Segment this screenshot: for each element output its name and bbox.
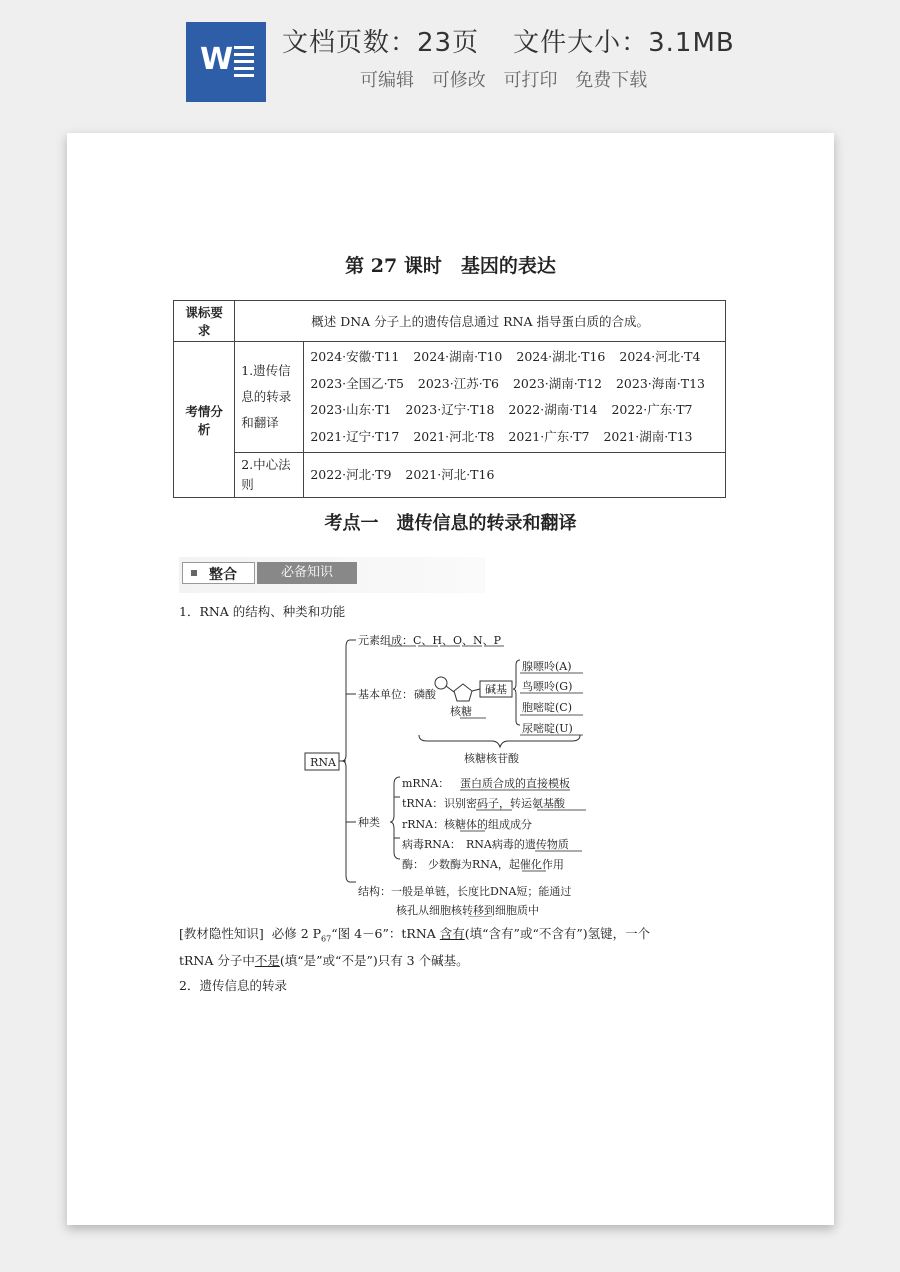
- exam-ref: 2021·河北·T8: [413, 428, 495, 444]
- tag-essential-knowledge: 必备知识: [257, 562, 357, 584]
- feature-modifiable: 可修改: [431, 70, 486, 91]
- exam-ref: 2022·河北·T9: [310, 467, 392, 482]
- basic-unit-label: 基本单位：: [358, 688, 413, 701]
- text-fragment: “图 4－6”：tRNA: [331, 926, 440, 941]
- exam-ref: 2024·安徽·T11: [310, 349, 400, 364]
- type-rrna-name: rRNA：: [402, 818, 445, 831]
- structure-line-2: 核孔从细胞核转移到细胞质中: [396, 904, 539, 917]
- exam-ref: 2023·海南·T13: [615, 375, 705, 391]
- topic-central-dogma: 2.中心法则: [235, 453, 304, 498]
- ribose-label: 核糖: [450, 705, 472, 718]
- text-fragment: (填“是”或“不是”)只有 3 个碱基。: [279, 953, 469, 968]
- document-info: [282, 22, 769, 59]
- structure-line-1: 结构：一般是单链，长度比DNA短；能通过: [358, 885, 572, 898]
- type-viral-rna-desc: RNA病毒的遗传物质: [466, 838, 569, 851]
- exam-ref: 2022·湖南·T14: [508, 402, 598, 417]
- exam-ref: 2023·辽宁·T18: [405, 402, 495, 417]
- feature-printable: 可打印: [503, 70, 558, 91]
- exam-ref: 2024·河北·T4: [619, 349, 701, 364]
- base-uracil: 尿嘧啶(U): [522, 722, 573, 735]
- exam-ref: 2023·湖南·T12: [512, 375, 602, 391]
- tag-integrate: [182, 562, 255, 584]
- hidden-knowledge-line-1: [179, 924, 650, 944]
- base-label: 碱基: [485, 683, 507, 696]
- rna-root-label: RNA: [310, 756, 336, 769]
- type-mrna-name: mRNA：: [402, 777, 450, 790]
- text-fragment: (填“含有”或“不含有”)氢键，一个: [464, 926, 651, 941]
- exam-ref: 2021·湖南·T13: [603, 428, 693, 444]
- type-mrna-desc: 蛋白质合成的直接模板: [460, 777, 570, 790]
- exam-ref: 2023·江苏·T6: [417, 375, 499, 391]
- type-trna-desc: 识别密码子，转运氨基酸: [444, 797, 565, 810]
- answer-2: 不是: [254, 953, 280, 968]
- type-rrna-desc: 核糖体的组成成分: [444, 818, 532, 831]
- lesson-title: 第 27 课时 基因的表达: [345, 255, 556, 277]
- phosphate-label: 磷酸: [414, 688, 436, 701]
- page-subscript: 67: [321, 934, 332, 944]
- item-1-heading: 1．RNA 的结构、种类和功能: [179, 604, 346, 619]
- page-count: 文档页数：23页: [282, 28, 480, 58]
- type-ribozyme-desc: 少数酶为RNA，起催化作用: [428, 858, 564, 871]
- topic2-exam-list: [304, 453, 726, 498]
- curriculum-label: 课标要求: [174, 301, 235, 342]
- header-banner: [0, 0, 900, 120]
- exam-ref: 2023·山东·T1: [310, 402, 392, 417]
- text-fragment: tRNA 分子中: [179, 953, 255, 968]
- topic1-exam-list: [304, 342, 726, 453]
- hidden-knowledge-label: [教材隐性知识]: [179, 926, 264, 941]
- nucleotide-label: 核糖核苷酸: [464, 752, 519, 765]
- requirements-table: [173, 300, 726, 498]
- types-label: 种类: [358, 816, 380, 829]
- hidden-knowledge-line-2: [179, 951, 469, 969]
- item-2-heading: 2．遗传信息的转录: [179, 978, 287, 993]
- type-ribozyme-name: 酶：: [402, 858, 424, 871]
- feature-free-download: 免费下载: [575, 70, 648, 91]
- file-size: 文件大小：3.1MB: [513, 28, 735, 58]
- section-tag: [179, 557, 485, 593]
- type-viral-rna-name: 病毒RNA：: [402, 838, 461, 851]
- tag-main-label: 整合: [209, 567, 237, 583]
- ribose-pentagon-icon: [454, 684, 472, 701]
- feature-editable: 可编辑: [360, 70, 414, 91]
- feature-list: [360, 66, 659, 92]
- base-cytosine: 胞嘧啶(C): [522, 701, 572, 714]
- section-title: 考点一 遗传信息的转录和翻译: [324, 513, 577, 534]
- exam-ref: 2024·湖南·T10: [413, 349, 503, 364]
- rna-concept-diagram: [302, 627, 682, 917]
- exam-ref: 2021·辽宁·T17: [310, 428, 400, 444]
- word-document-icon: [186, 22, 266, 102]
- text-fragment: 必修 2 P: [271, 926, 322, 941]
- base-guanine: 鸟嘌呤(G): [522, 680, 573, 693]
- type-trna-name: tRNA：: [402, 797, 444, 810]
- exam-ref: 2021·河北·T16: [405, 467, 495, 482]
- elements-composition: 元素组成：C、H、O、N、P: [358, 634, 502, 647]
- base-adenine: 腺嘌呤(A): [522, 660, 572, 673]
- exam-ref: 2022·广东·T7: [611, 402, 693, 417]
- document-page: [67, 133, 834, 1225]
- exam-ref: 2024·湖北·T16: [516, 349, 606, 364]
- answer-1: 含有: [439, 926, 465, 941]
- square-bullet-icon: [191, 570, 197, 576]
- word-icon-letter: W: [200, 42, 234, 77]
- exam-ref: 2021·广东·T7: [508, 428, 590, 444]
- topic-transcription: 1.遗传信息的转录和翻译: [235, 342, 304, 453]
- exam-analysis-label: 考情分析: [174, 342, 235, 498]
- curriculum-text: 概述 DNA 分子上的遗传信息通过 RNA 指导蛋白质的合成。: [235, 301, 726, 342]
- exam-ref: 2023·全国乙·T5: [310, 375, 404, 391]
